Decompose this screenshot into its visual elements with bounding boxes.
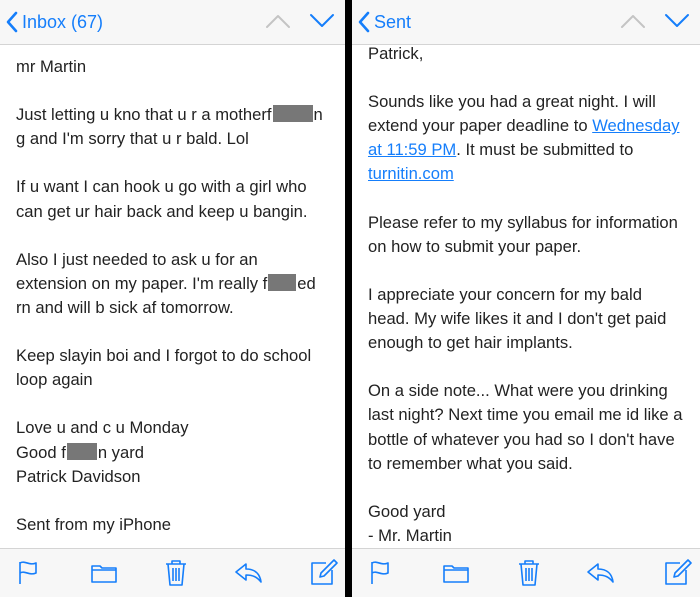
message-signature: Sent from my iPhone (16, 514, 171, 534)
message-line: I appreciate your concern for my bald (368, 284, 642, 304)
navigation-bar (352, 0, 700, 45)
message-paragraph (16, 55, 335, 79)
folder-icon[interactable] (89, 557, 119, 587)
message-signature: - Mr. Martin (368, 525, 452, 545)
message-line: rn and will b sick af tomorrow. (16, 297, 234, 317)
chevron-up-icon[interactable] (263, 10, 293, 32)
message-line: can get ur hair back and keep u bangin. (16, 201, 308, 221)
message-paragraph (368, 283, 690, 355)
message-paragraph (16, 175, 335, 223)
message-line (368, 162, 690, 186)
message-line: Good f n yard (16, 442, 144, 462)
message-line: Please refer to my syllabus for information (368, 212, 678, 232)
message-line: at 11:59 PM. It must be submitted to (368, 140, 634, 160)
message-paragraph (16, 248, 335, 320)
message-line: mr Martin (16, 57, 87, 76)
reply-icon[interactable] (585, 557, 615, 587)
chevron-down-icon[interactable] (662, 10, 692, 32)
message-line: If u want I can hook u go with a girl who (16, 177, 307, 197)
message-paragraph (368, 211, 690, 259)
back-button[interactable] (6, 8, 103, 36)
message-paragraph (368, 500, 690, 548)
message-line: last night? Next time you email me id like a (368, 405, 683, 425)
message-paragraph (368, 42, 690, 66)
chevron-down-icon[interactable] (307, 10, 337, 32)
message-paragraph (16, 416, 335, 488)
trash-icon[interactable] (514, 557, 544, 587)
chevron-left-icon (6, 11, 18, 33)
compose-icon[interactable] (662, 557, 692, 587)
reply-icon[interactable] (233, 557, 263, 587)
folder-icon[interactable] (441, 557, 471, 587)
message-line: Just letting u kno that u r a motherf n (16, 105, 323, 125)
redaction-block (67, 443, 97, 460)
redaction-block (273, 105, 313, 122)
message-line: Patrick Davidson (16, 466, 141, 486)
message-line: Love u and c u Monday (16, 418, 189, 438)
flag-icon[interactable] (366, 557, 396, 587)
message-line: Patrick, (368, 44, 424, 63)
chevron-up-icon[interactable] (618, 10, 648, 32)
back-button-label: Sent (374, 11, 412, 32)
message-line: to remember what you said. (368, 453, 573, 473)
message-line: extend your paper deadline to Wednesday (368, 116, 680, 136)
chevron-left-icon (358, 11, 370, 33)
message-paragraph (16, 513, 335, 537)
navigation-bar (0, 0, 345, 45)
message-line: Good yard (368, 501, 446, 521)
message-paragraph (16, 344, 335, 392)
sent-message-screen (352, 0, 700, 597)
bottom-toolbar (0, 548, 345, 597)
message-body (16, 55, 335, 537)
turnitin-link[interactable]: turnitin.com (368, 164, 454, 184)
message-line: Sounds like you had a great night. I will (368, 92, 656, 112)
bottom-toolbar (352, 548, 700, 597)
message-line: Also I just needed to ask u for an (16, 249, 258, 269)
message-line: enough to get hair implants. (368, 333, 573, 353)
inbox-message-screen (0, 0, 345, 597)
message-line: g and I'm sorry that u r bald. Lol (16, 129, 249, 149)
message-line: bottle of whatever you had so I don't have (368, 429, 675, 449)
trash-icon[interactable] (161, 557, 191, 587)
message-line: loop again (16, 370, 93, 390)
message-paragraph (368, 379, 690, 475)
message-paragraph (16, 103, 335, 151)
message-paragraph (368, 90, 690, 186)
message-line: On a side note... What were you drinking (368, 381, 668, 401)
time-link[interactable]: at 11:59 PM (368, 140, 457, 160)
date-link[interactable]: Wednesday (592, 116, 680, 136)
redaction-block (268, 274, 296, 291)
back-button[interactable] (358, 8, 411, 36)
flag-icon[interactable] (14, 557, 44, 587)
compose-icon[interactable] (308, 557, 338, 587)
message-body (368, 42, 690, 548)
back-button-label: Inbox (67) (22, 11, 104, 32)
message-line: extension on my paper. I'm really f ed (16, 273, 316, 293)
message-line: Keep slayin boi and I forgot to do school (16, 346, 312, 366)
message-line: head. My wife likes it and I don't get paid (368, 309, 667, 329)
message-line: on how to submit your paper. (368, 236, 582, 256)
